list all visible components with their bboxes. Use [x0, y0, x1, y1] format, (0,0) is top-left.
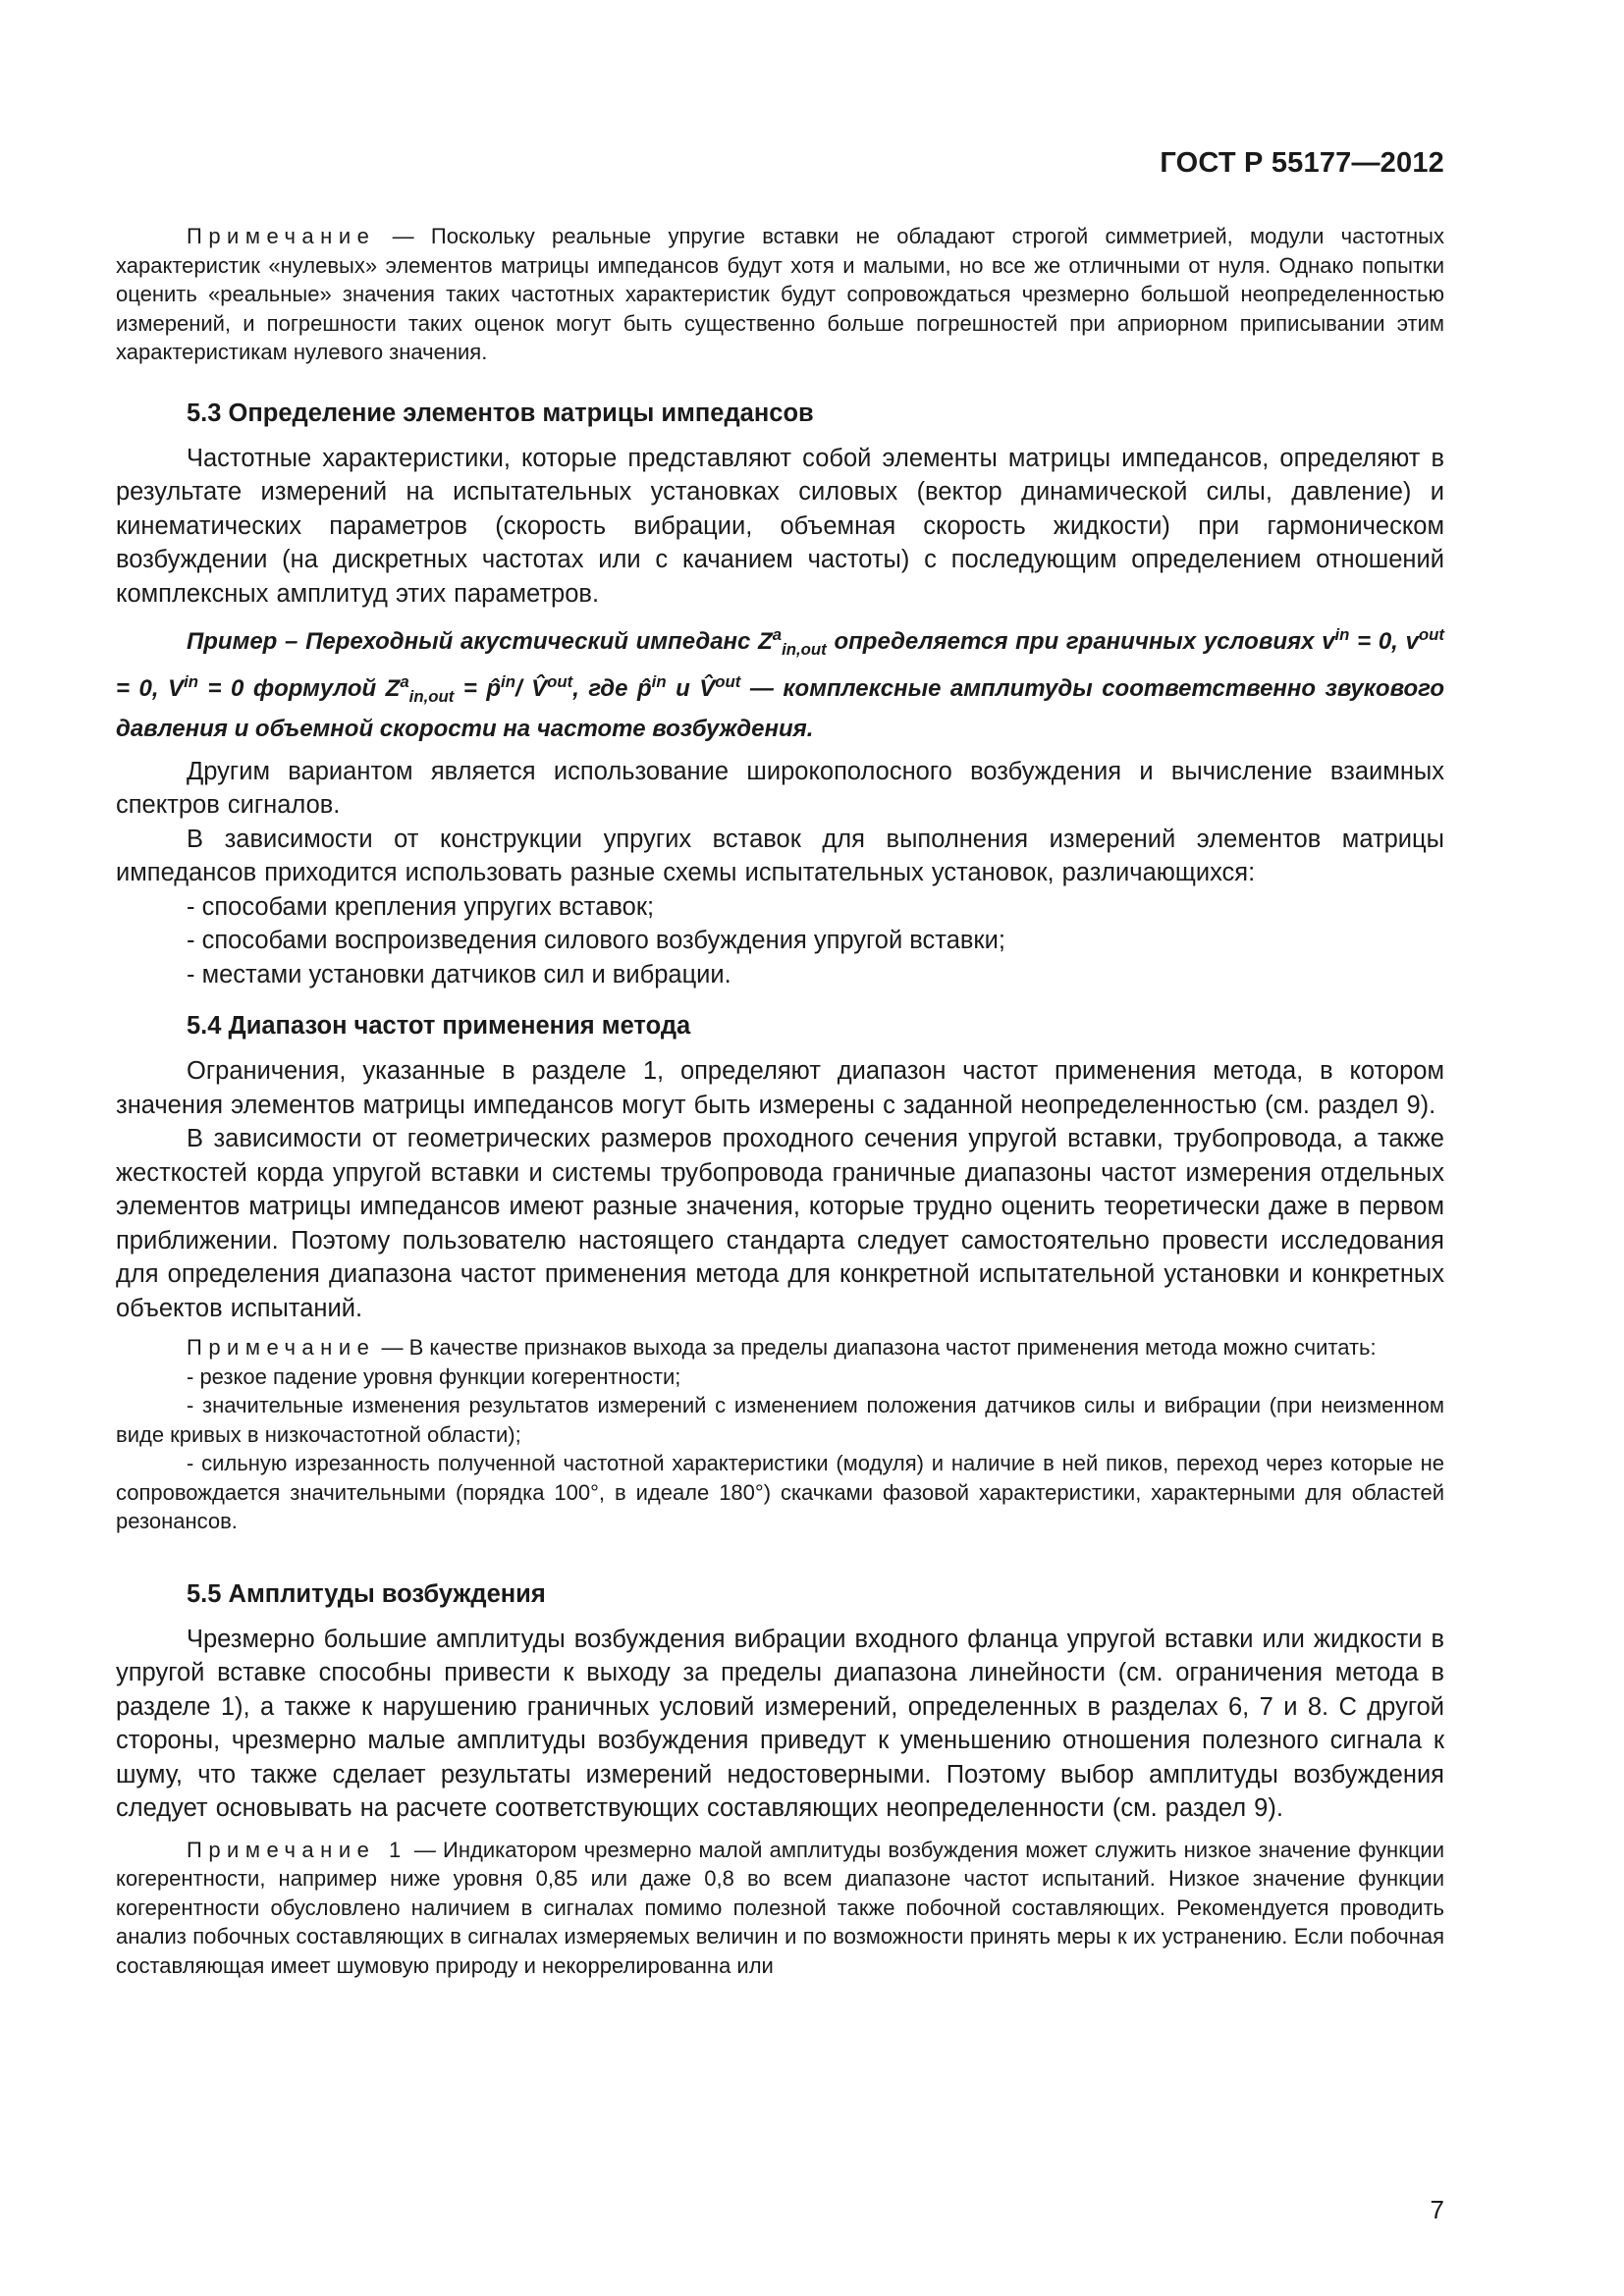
section-heading-5-5: 5.5 Амплитуды возбуждения	[187, 1579, 546, 1608]
paragraph: В зависимости от конструкции упругих вставок для выполнения измерений элементов матрицы импедансов приходится использовать разные схемы испытательных установок, различающихся:	[116, 825, 1444, 887]
page-number: 7	[1430, 2195, 1444, 2224]
note-list-item: - значительные изменения результатов измерений с изменением положения датчиков силы и вибрации (при неизменном виде кривых в низкочастотной области);	[116, 1393, 1444, 1447]
note-text: — Поскольку реальные упругие вставки не обладают строгой симметрией, модули частотных характеристик «нулевых» элементов матрицы импедансов будут хотя и малыми, но все же отличными от нуля. Однако попытки оценить «реальные» значения таких частотных характеристик будут сопровождаться чрезмерно большой неопределенностью измерений, и погрешности таких оценок могут быть существенно больше погрешностей при априорном приписывании этим характеристикам нулевого значения.	[116, 224, 1444, 364]
paragraph: Чрезмерно большие амплитуды возбуждения вибрации входного фланца упругой вставки или жидкости в упругой вставке способны привести к выходу за пределы диапазона линейности (см. ограничения метода в разделе 1), а также к нарушению граничных условий измерений, определенных в разделах 6, 7 и 8. С другой стороны, чрезмерно малые амплитуды возбуждения приведут к уменьшению отношения полезного сигнала к шуму, что также сделает результаты измерений недостоверными. Поэтому выбор амплитуды возбуждения следует основывать на расчете соответствующих составляющих неопределенности (см. раздел 9).	[116, 1625, 1444, 1823]
note-list-item: - резкое падение уровня функции когерентности;	[187, 1363, 681, 1389]
note-label: Примечание 1	[187, 1837, 407, 1862]
list-item: - способами крепления упругих вставок;	[187, 892, 655, 921]
page-content	[116, 222, 1444, 1980]
paragraph: Другим вариантом является использование широкополосного возбуждения и вычисление взаимных спектров сигналов.	[116, 757, 1444, 820]
paragraph: Частотные характеристики, которые представляют собой элементы матрицы импедансов, определяют в результате измерений на испытательных установках силовых (вектор динамической силы, давление) и кинематических параметров (скорость вибрации, объемная скорость жидкости) при гармоническом возбуждении (на дискретных частотах или с качанием частоты) с последующим определением отношений комплексных амплитуд этих параметров.	[116, 444, 1444, 608]
list-item: - способами воспроизведения силового возбуждения упругой вставки;	[187, 927, 1005, 955]
note-top	[116, 222, 1444, 367]
example-paragraph: Пример – Переходный акустический импеданс $Z^a_{in,out}$ определяется при граничных условиях $v^{in} = 0$, $v^{out} = 0$, $V^{in} = 0$ формулой $Z^a_{in,out}$ = p̂$^{in}$/ V̂$^{out}$, где p̂$^{in}$ и V̂$^{out}$ — комплексные амплитуды соответственно звукового давления и объемной скорости на частоте возбуждения.	[116, 625, 1445, 742]
note	[116, 1333, 1444, 1362]
document-header: ГОСТ Р 55177—2012	[1160, 147, 1444, 179]
paragraph: В зависимости от геометрических размеров проходного сечения упругой вставки, трубопровода, а также жесткостей корда упругой вставки и системы трубопровода граничные диапазоны частот измерения отдельных элементов матрицы импедансов имеют разные значения, которые трудно оценить теоретически даже в первом приближении. Поэтому пользователю настоящего стандарта следует самостоятельно провести исследования для определения диапазона частот применения метода для конкретной испытательной установки и конкретных объектов испытаний.	[116, 1125, 1444, 1322]
note	[116, 1836, 1444, 1981]
note-text: — Индикатором чрезмерно малой амплитуды возбуждения может служить низкое значение функции когерентности, например ниже уровня 0,85 или даже 0,8 во всем диапазоне частот испытаний. Низкое значение функции когерентности обусловлено наличием в сигналах помимо полезной также побочной составляющих. Рекомендуется проводить анализ побочных составляющих в сигналах измеряемых величин и по возможности принять меры к их устранению. Если побочная составляющая имеет шумовую природу и некоррелированна или	[116, 1837, 1444, 1978]
note-text: — В качестве признаков выхода за пределы диапазона частот применения метода можно считать:	[375, 1335, 1377, 1361]
section-heading-5-3: 5.3 Определение элементов матрицы импедансов	[187, 399, 814, 427]
list-item: - местами установки датчиков сил и вибрации.	[187, 960, 731, 988]
section-heading-5-4: 5.4 Диапазон частот применения метода	[187, 1012, 691, 1041]
note-label: Примечание	[187, 1335, 376, 1361]
note-label: Примечание	[187, 224, 376, 248]
paragraph: Ограничения, указанные в разделе 1, определяют диапазон частот применения метода, в котором значения элементов матрицы импедансов могут быть измерены с заданной неопределенностью (см. раздел 9).	[116, 1057, 1444, 1119]
note-list-item: - сильную изрезанность полученной частотной характеристики (модуля) и наличие в ней пиков, переход через которые не сопровождается значительными (порядка 100°, в идеале 180°) скачками фазовой характеристики, характерными для областей резонансов.	[116, 1451, 1444, 1534]
